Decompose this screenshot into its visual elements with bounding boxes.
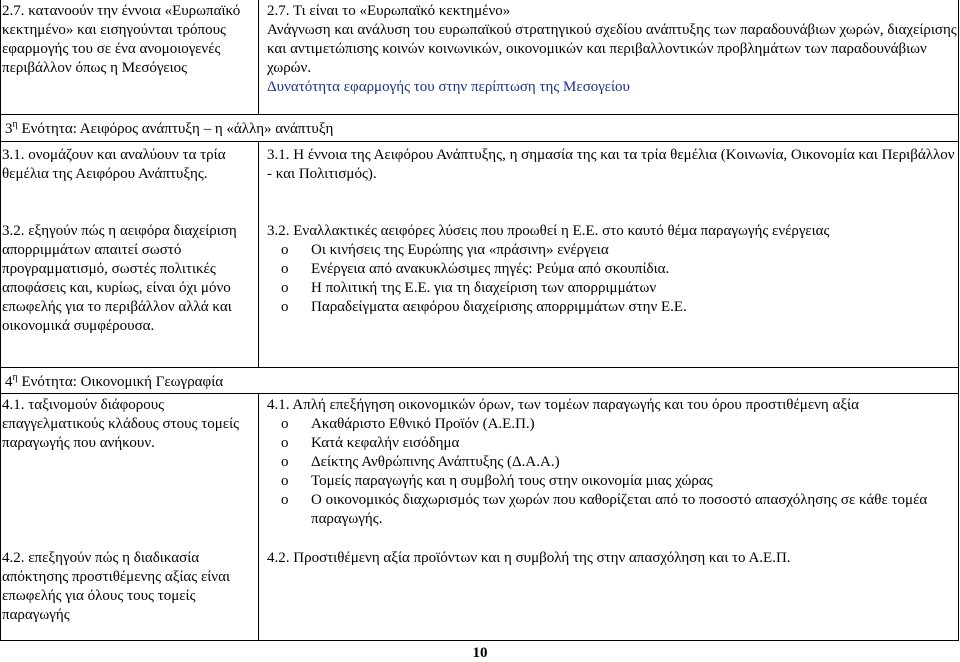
list-item: o Η πολιτική της Ε.Ε. για τη διαχείριση των απορριμμάτων (281, 280, 657, 296)
bullet-icon: o (281, 280, 289, 296)
content-4-1-list (267, 415, 957, 529)
unit-3-title (5, 120, 333, 139)
content-2-7 (267, 2, 957, 97)
objective-3-2: 3.2. εξηγούν πώς η αειφόρα διαχείριση απορριμμάτων απαιτεί σωστό προγραμματισμό, σωστές πολιτικές αποφάσεις και, κυρίως, είναι όχι μόνο επωφελής για το περιβάλλον αλλά και οικονομικά συμφέρουσα. (2, 223, 237, 334)
row-divider (0, 367, 959, 368)
bullet-icon: o (281, 242, 289, 258)
unit-4-title (5, 373, 223, 392)
content-3-2-title: 3.2. Εναλλακτικές αειφόρες λύσεις που προωθεί η Ε.Ε. στο καυτό θέμα παραγωγής ενέργειας (267, 223, 830, 239)
content-4-1 (267, 396, 957, 529)
bullet-icon: o (281, 299, 289, 315)
list-item: o Παραδείγματα αειφόρου διαχείρισης απορριμμάτων στην Ε.Ε. (281, 299, 687, 315)
unit-3-number: 3 (5, 121, 13, 137)
table-border-left (0, 0, 1, 641)
list-item: o Οι κινήσεις της Ευρώπης για «πράσινη» ενέργεια (281, 242, 609, 258)
list-item: o Κατά κεφαλήν εισόδημα (281, 435, 460, 451)
list-item: o Τομείς παραγωγής και η συμβολή τους στην οικονομία μιας χώρας (281, 473, 713, 489)
bullet-icon: o (281, 435, 289, 451)
list-item: o Ο οικονομικός διαχωρισμός των χωρών που καθορίζεται από το ποσοστό απασχόλησης σε κάθε τομέα παραγωγής. (281, 492, 928, 527)
column-divider (258, 393, 259, 641)
objective-3-1: 3.1. ονομάζουν και αναλύουν τα τρία θεμέλια της Αειφόρου Ανάπτυξης. (2, 147, 226, 182)
content-2-7-application: Δυνατότητα εφαρμογής του στην περίπτωση της Μεσογείου (267, 79, 630, 95)
content-2-7-text: Ανάγνωση και ανάλυση του ευρωπαϊκού στρατηγικού σχεδίου ανάπτυξης των παραδουνάβιων χωρών, διαχείρισης και αντιμετώπισης κοινών κοινωνικών, οικονομικών και περιβαλλοντικών προβλημάτων των παραδουνάβιων χωρών. (267, 22, 957, 76)
content-3-2-list (267, 241, 957, 317)
column-divider (258, 0, 259, 114)
row-divider (0, 640, 959, 641)
content-3-2 (267, 222, 957, 317)
content-3-1: 3.1. Η έννοια της Αειφόρου Ανάπτυξης, η σημασία της και τα τρία θεμέλια (Κοινωνία, Οικονομία και Περιβάλλον - και Πολιτισμός). (267, 147, 955, 182)
bullet-icon: o (281, 454, 289, 470)
content-2-7-title: 2.7. Τι είναι το «Ευρωπαϊκό κεκτημένο» (267, 3, 511, 19)
row-divider (0, 393, 959, 394)
row-divider (0, 141, 959, 142)
objective-4-2: 4.2. επεξηγούν πώς η διαδικασία απόκτησης προστιθέμενης αξίας είναι επωφελής για όλους τους τομείς παραγωγής (2, 550, 230, 623)
bullet-icon: o (281, 473, 289, 489)
unit-4-number: 4 (5, 374, 13, 390)
content-4-2: 4.2. Προστιθέμενη αξία προϊόντων και η συμβολή της στην απασχόληση και το Α.Ε.Π. (267, 550, 791, 566)
bullet-icon: o (281, 492, 289, 508)
objective-2-7: 2.7. κατανοούν την έννοια «Ευρωπαϊκό κεκτημένο» και εισηγούνται τρόπους εφαρμογής του σε ένα ανομοιογενές περιβάλλον όπως η Μεσόγειος (2, 3, 241, 76)
unit-3-sup: η (12, 119, 18, 130)
list-item: o Ενέργεια από ανακυκλώσιμες πηγές: Ρεύμα από σκουπίδια. (281, 261, 670, 277)
list-item: o Δείκτης Ανθρώπινης Ανάπτυξης (Δ.Α.Α.) (281, 454, 560, 470)
objective-4-1: 4.1. ταξινομούν διάφορους επαγγελματικούς κλάδους στους τομείς παραγωγής που ανήκουν. (2, 397, 240, 451)
bullet-icon: o (281, 416, 289, 432)
page-number: 10 (472, 645, 488, 661)
table-border-right (958, 0, 959, 641)
unit-4-sup: η (12, 372, 18, 383)
column-divider (258, 141, 259, 367)
list-item: o Ακαθάριστο Εθνικό Προϊόν (Α.Ε.Π.) (281, 416, 535, 432)
content-4-1-title: 4.1. Απλή επεξήγηση οικονομικών όρων, των τομέων παραγωγής και του όρου προστιθέμενη αξία (267, 397, 859, 413)
bullet-icon: o (281, 261, 289, 277)
unit-4-name: Ενότητα: Οικονομική Γεωγραφία (21, 374, 224, 390)
unit-3-name: Ενότητα: Αειφόρος ανάπτυξη – η «άλλη» ανάπτυξη (21, 121, 334, 137)
row-divider (0, 114, 959, 115)
